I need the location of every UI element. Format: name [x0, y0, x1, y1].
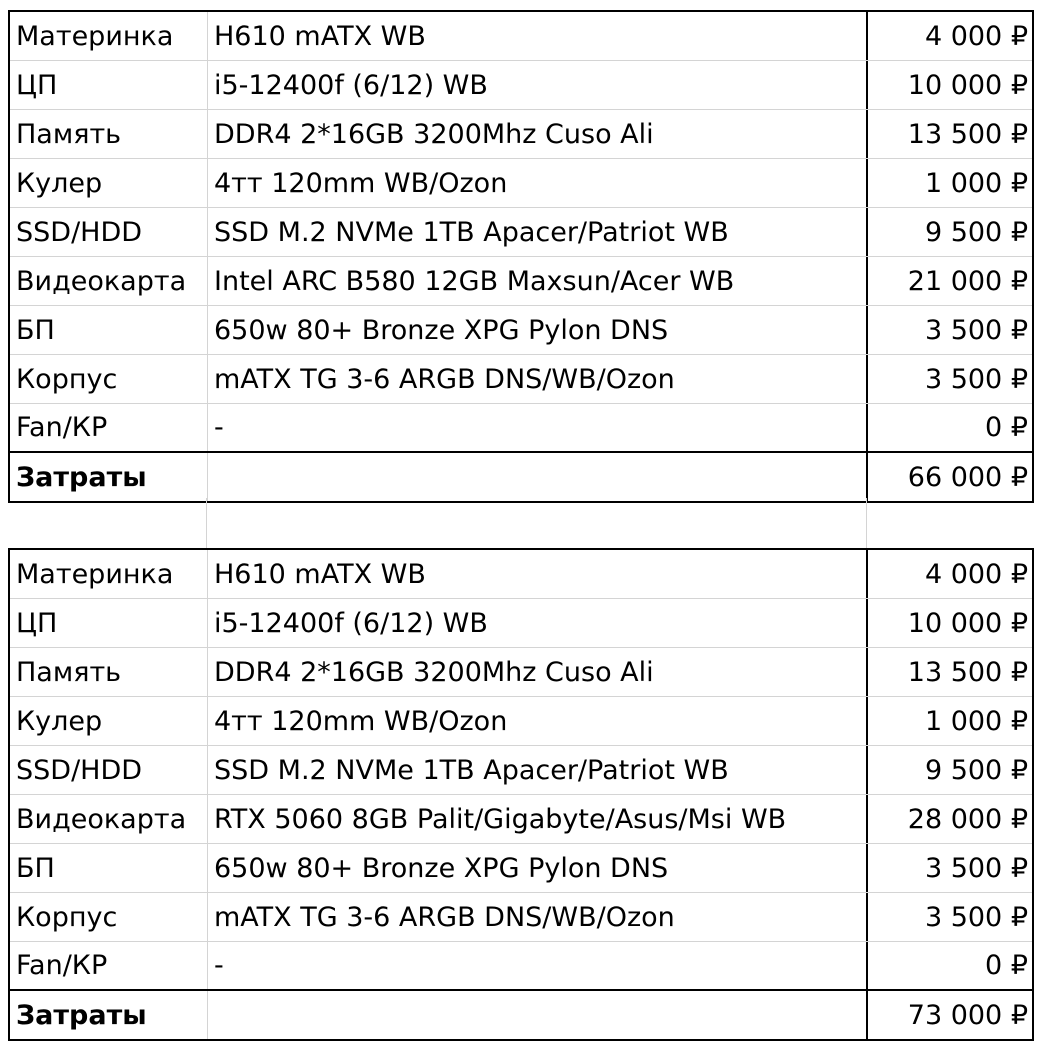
cell-description[interactable]: 4тт 120mm WB/Ozon	[208, 697, 868, 745]
build-table-1	[8, 10, 1034, 503]
cell-price[interactable]: 28 000 ₽	[907, 803, 1028, 835]
cell-price[interactable]: 21 000 ₽	[907, 265, 1028, 297]
cell-description[interactable]: i5-12400f (6/12) WB	[208, 61, 868, 109]
cell-description[interactable]: 650w 80+ Bronze XPG Pylon DNS	[208, 306, 868, 354]
table-row	[10, 844, 1032, 893]
cell-description[interactable]: -	[208, 942, 868, 989]
table-row	[10, 599, 1032, 648]
cell-component[interactable]: Материнка	[10, 12, 208, 60]
table-row	[10, 893, 1032, 942]
cell-price[interactable]: 3 500 ₽	[924, 852, 1028, 884]
cell-description[interactable]: SSD M.2 NVMe 1TB Apacer/Patriot WB	[208, 746, 868, 794]
cell-description[interactable]: 4тт 120mm WB/Ozon	[208, 159, 868, 207]
cell-price[interactable]: 3 500 ₽	[924, 363, 1028, 395]
cell-description[interactable]: H610 mATX WB	[208, 550, 868, 598]
cell-component[interactable]: Память	[10, 110, 208, 158]
table-row	[10, 355, 1032, 404]
table-row	[10, 159, 1032, 208]
total-description[interactable]	[208, 991, 868, 1039]
cell-price[interactable]: 10 000 ₽	[907, 607, 1028, 639]
table-row	[10, 208, 1032, 257]
cell-price[interactable]: 0 ₽	[985, 412, 1028, 443]
cell-price[interactable]: 13 500 ₽	[907, 656, 1028, 688]
cell-component[interactable]: БП	[10, 844, 208, 892]
cell-description[interactable]: mATX TG 3-6 ARGB DNS/WB/Ozon	[208, 355, 868, 403]
cell-price[interactable]: 1 000 ₽	[924, 705, 1028, 737]
gridline	[866, 498, 867, 548]
cell-description[interactable]: H610 mATX WB	[208, 12, 868, 60]
cell-component[interactable]: Память	[10, 648, 208, 696]
table-row	[10, 306, 1032, 355]
cell-price[interactable]: 9 500 ₽	[924, 754, 1028, 786]
gridline	[206, 498, 207, 548]
cell-price[interactable]: 4 000 ₽	[924, 558, 1028, 590]
table-row	[10, 110, 1032, 159]
total-description[interactable]	[208, 453, 868, 501]
table-row	[10, 648, 1032, 697]
total-label[interactable]: Затраты	[10, 453, 208, 501]
table-row	[10, 257, 1032, 306]
cell-component[interactable]: Материнка	[10, 550, 208, 598]
table-row	[10, 12, 1032, 61]
table-row	[10, 550, 1032, 599]
cell-component[interactable]: БП	[10, 306, 208, 354]
cell-description[interactable]: RTX 5060 8GB Palit/Gigabyte/Asus/Msi WB	[208, 795, 868, 843]
cell-price[interactable]: 13 500 ₽	[907, 118, 1028, 150]
cell-description[interactable]: 650w 80+ Bronze XPG Pylon DNS	[208, 844, 868, 892]
cell-description[interactable]: SSD M.2 NVMe 1TB Apacer/Patriot WB	[208, 208, 868, 256]
cell-price[interactable]: 10 000 ₽	[907, 69, 1028, 101]
cell-description[interactable]: Intel ARC B580 12GB Maxsun/Acer WB	[208, 257, 868, 305]
cell-component[interactable]: Fan/КР	[10, 404, 208, 451]
cell-price[interactable]: 3 500 ₽	[924, 901, 1028, 933]
cell-component[interactable]: SSD/HDD	[10, 208, 208, 256]
cell-price[interactable]: 4 000 ₽	[924, 20, 1028, 52]
table-row	[10, 942, 1032, 991]
build-table-2	[8, 548, 1034, 1041]
cell-component[interactable]: Корпус	[10, 355, 208, 403]
table-row	[10, 404, 1032, 453]
total-price[interactable]: 66 000 ₽	[907, 461, 1028, 493]
total-label[interactable]: Затраты	[10, 991, 208, 1039]
cell-component[interactable]: ЦП	[10, 61, 208, 109]
cell-component[interactable]: Кулер	[10, 159, 208, 207]
table-row	[10, 795, 1032, 844]
total-row	[10, 991, 1032, 1039]
cell-price[interactable]: 3 500 ₽	[924, 314, 1028, 346]
cell-component[interactable]: Кулер	[10, 697, 208, 745]
cell-price[interactable]: 9 500 ₽	[924, 216, 1028, 248]
cell-component[interactable]: Корпус	[10, 893, 208, 941]
table-row	[10, 697, 1032, 746]
cell-component[interactable]: ЦП	[10, 599, 208, 647]
cell-description[interactable]: DDR4 2*16GB 3200Mhz Cuso Ali	[208, 648, 868, 696]
total-row	[10, 453, 1032, 501]
cell-component[interactable]: SSD/HDD	[10, 746, 208, 794]
cell-price[interactable]: 0 ₽	[985, 950, 1028, 981]
table-row	[10, 746, 1032, 795]
cell-description[interactable]: mATX TG 3-6 ARGB DNS/WB/Ozon	[208, 893, 868, 941]
empty-row[interactable]	[8, 498, 1034, 548]
cell-price[interactable]: 1 000 ₽	[924, 167, 1028, 199]
cell-component[interactable]: Fan/КР	[10, 942, 208, 989]
cell-description[interactable]: DDR4 2*16GB 3200Mhz Cuso Ali	[208, 110, 868, 158]
cell-component[interactable]: Видеокарта	[10, 257, 208, 305]
cell-component[interactable]: Видеокарта	[10, 795, 208, 843]
cell-description[interactable]: -	[208, 404, 868, 451]
cell-description[interactable]: i5-12400f (6/12) WB	[208, 599, 868, 647]
table-row	[10, 61, 1032, 110]
total-price[interactable]: 73 000 ₽	[907, 999, 1028, 1031]
